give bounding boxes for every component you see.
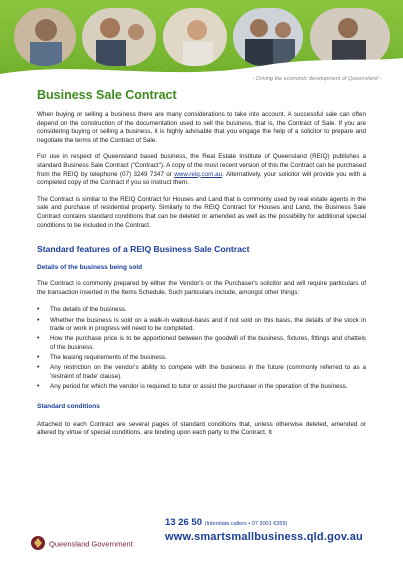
standard-conditions-paragraph: Attached to each Contract are several pages of standard conditions that, unless otherwise deleted, amended or altered by virtue of special conditions, are binding upon each party to the Contract. It xyxy=(37,420,366,437)
section-title-standard-features: Standard features of a REIQ Business Sale Contract xyxy=(37,244,250,255)
header-tagline: - Driving the economic development of Queensland - xyxy=(252,76,381,82)
footer-phone xyxy=(165,517,287,528)
document-title: Business Sale Contract xyxy=(37,88,177,102)
footer xyxy=(12,512,391,559)
list-item: • The leasing requirements of the business. xyxy=(37,354,366,363)
list-item: • Whether the business is sold on a walk-in walkout-basis and if not sold on this basis, the details of the stock in trade or work in progress will need to be completed. xyxy=(37,317,366,334)
list-item: • Any period for which the vendor is required to tutor or assist the purchaser in the operation of the business. xyxy=(37,383,366,392)
list-item: • How the purchase price is to be apportioned between the goodwill of the business, fixtures, fittings and chattels of the business. xyxy=(37,335,366,352)
subsection-title-details: Details of the business being sold xyxy=(37,264,143,272)
logo-text: Queensland Government xyxy=(49,539,133,549)
document-body xyxy=(37,88,366,438)
contract-similarity-paragraph: The Contract is similar to the REIQ Contract for Houses and Land that is commonly used by real estate agents in the sale and purchase of residential property. Similarly to the REIQ Contract for Houses and Land, the Business Sale Contract contains standard conditions that can be deleted or amended as well as the possibility for additional special conditions to be included in the Contract. xyxy=(37,195,366,229)
list-item: • The details of the business. xyxy=(37,306,366,315)
qld-government-crest-icon xyxy=(30,534,150,552)
reiq-website-link[interactable]: www.reiq.com.au xyxy=(174,170,223,178)
phone-note: (Interstate callers • 07 3001 6359) xyxy=(204,521,288,527)
header-banner xyxy=(0,0,403,82)
reiq-paragraph xyxy=(37,153,366,187)
reiq-paragraph-text-2: . Alternatively, your solicitor will provide you with a completed copy of the Contract if you so instruct them. xyxy=(37,170,366,187)
phone-number: 13 26 50 xyxy=(165,517,202,528)
footer-website-link[interactable]: www.smartsmallbusiness.qld.gov.au xyxy=(165,531,363,543)
list-item: • Any restriction on the vendor's ability to compete with the business in the future (commonly referred to as a 'restraint of trade' clause). xyxy=(37,364,366,381)
intro-paragraph: When buying or selling a business there are many considerations to take into account. A successful sale can often depend on the construction of the documentation used to sell the business, that is, the Contract of Sale. If you are considering buying or selling a business, it is highly advisable that you engage the help of a solicitor to prepare and negotiate the terms of the Contract of Sale. xyxy=(37,111,366,144)
reiq-paragraph-text-1: For use in respect of Queensland based business, the Real Estate Institute of Queensland (REIQ) publishes a standard Business Sale Contract ("Contract"). A copy of the most recent version of this the Contract can be purchased from the REIQ by telephone (07) 3249 7347 or xyxy=(37,153,366,178)
details-paragraph: The Contract is commonly prepared by either the Vendor's or the Purchaser's solicitor and will require particulars of the transaction inserted in the Items Schedule. Such particulars include, amongst other things: xyxy=(37,280,366,296)
qld-government-logo xyxy=(30,534,150,552)
subsection-title-standard-conditions: Standard conditions xyxy=(37,402,100,410)
particulars-list xyxy=(37,306,366,391)
